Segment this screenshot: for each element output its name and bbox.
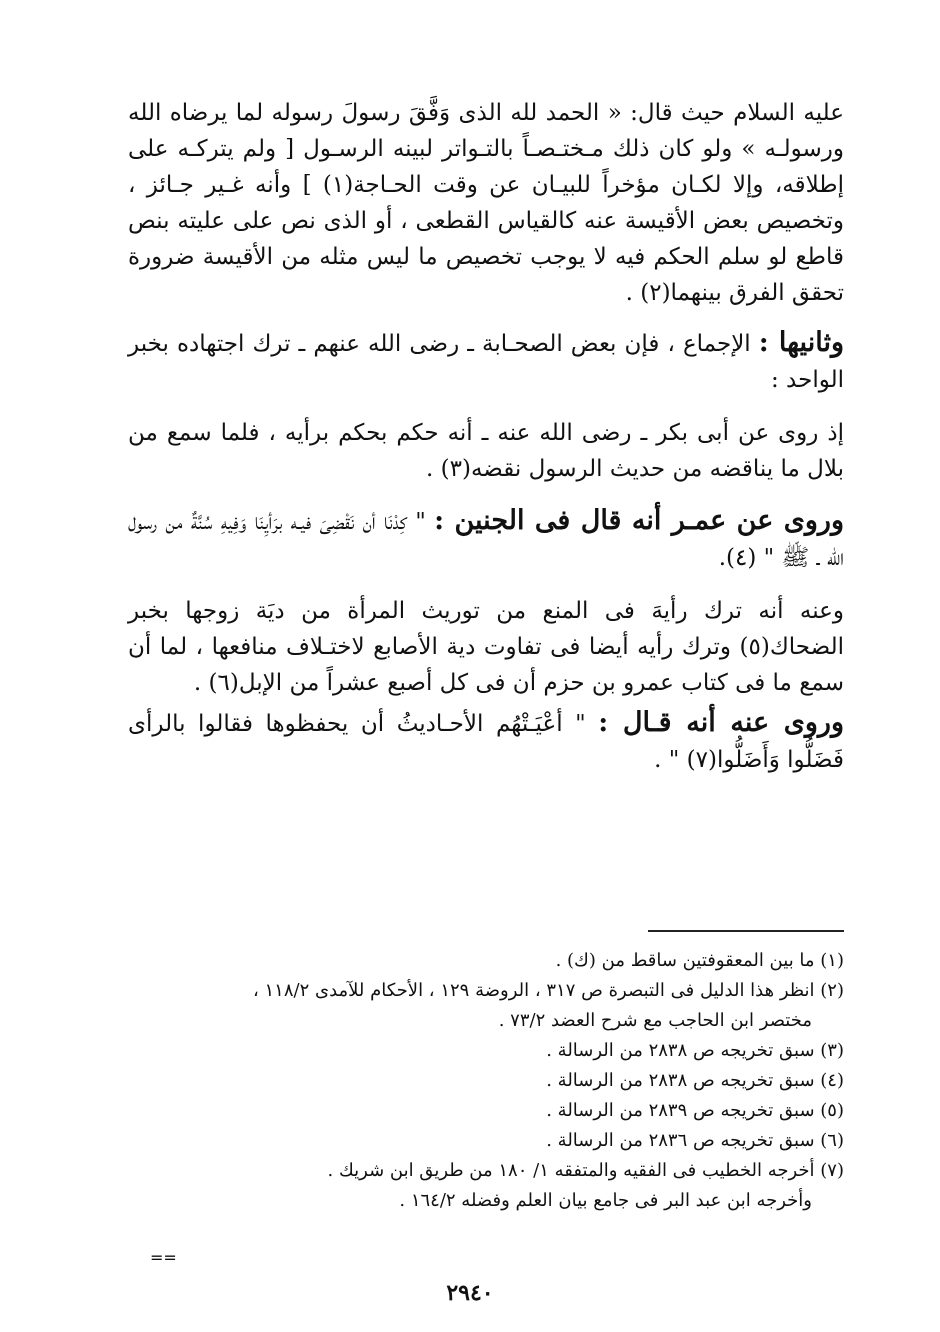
paragraph-lead: وروى عنه أنه قـال : <box>598 707 844 738</box>
footnote-5: (٥) سبق تخريجه ص ٢٨٣٩ من الرسالة . <box>546 1100 844 1121</box>
footnote-6: (٦) سبق تخريجه ص ٢٨٣٦ من الرسالة . <box>546 1130 844 1151</box>
paragraph-text: عليه السلام حيث قال: « الحمد لله الذى وَفَّقَ رسولَ رسوله لما يرضاه الله ورسولـه » ولو كان ذلك مـختـصـاً بالتـواتر لبينه الرسـول [ ولم يتركـه على إطلاقه، وإلا لكـان مؤخراً للبيـان عن وقت الحـاجة(١) ] وأنه غـير جـائز ، وتخصيص بعض الأقيسة عنه كالقياس القطعى ، أو الذى نص على عليته بنص قاطع لو سلم الحكم فيه لا يوجب تخصيص ما ليس مثله من الأقيسة ضرورة تحقق الفرق بينهما(٢) . <box>128 100 844 306</box>
paragraph-3 <box>128 414 844 487</box>
paragraph-text: " أعْيَـتْهُم الأحـاديثُ أن يحفظوها فقالوا بالرأى فَضَلُّوا وَأَضَلُّوا(٧) " . <box>128 711 844 773</box>
page-number: ٢٩٤٠ <box>446 1280 494 1306</box>
paragraph-lead: وثانيها : <box>758 327 844 358</box>
footnote-1: (١) ما بين المعقوفتين ساقط من (ك) . <box>555 950 844 971</box>
footnote-3: (٣) سبق تخريجه ص ٢٨٣٨ من الرسالة . <box>546 1040 844 1061</box>
footnote-2-continuation: مختصر ابن الحاجب مع شرح العضد ٧٣/٢ . <box>498 1010 812 1031</box>
paragraph-text: إذ روى عن أبى بكر ـ رضى الله عنه ـ أنه حكم بحكم برأيه ، فلما سمع من بلال ما يناقضه من حديث الرسول نقضه(٣) . <box>128 420 844 482</box>
paragraph-text: الإجماع ، فإن بعض الصحـابة ـ رضى الله عنهم ـ ترك اجتهاده بخبر الواحد : <box>128 331 844 393</box>
paragraph-text: " كِدْنَا أن نَقْضِىَ فيـه برَأيِنَا وَفِيهِ سُنَّةٌ من رسول الله ـ ﷺ " (٤). <box>128 509 844 571</box>
footnote-separator <box>648 930 844 932</box>
paragraph-2 <box>128 325 844 398</box>
paragraph-lead: وروى عن عمـر أنه قال فى الجنين : <box>434 505 844 536</box>
footnote-2: (٢) انظر هذا الدليل فى التبصرة ص ٣١٧ ، الروضة ١٢٩ ، الأحكام للآمدى ١١٨/٢ ، <box>252 980 844 1001</box>
footnote-4: (٤) سبق تخريجه ص ٢٨٣٨ من الرسالة . <box>546 1070 844 1091</box>
footnotes <box>128 946 844 1216</box>
main-text <box>128 94 844 778</box>
continuation-mark: == <box>150 1248 177 1267</box>
paragraph-4 <box>128 503 844 576</box>
paragraph-6 <box>128 705 844 778</box>
footnote-7-continuation: وأخرجه ابن عبد البر فى جامع بيان العلم وفضله ١٦٤/٢ . <box>399 1190 812 1211</box>
footnote-7: (٧) أخرجه الخطيب فى الفقيه والمتفقه ١/ ١٨٠ من طريق ابن شريك . <box>327 1160 844 1181</box>
paragraph-1 <box>128 94 844 311</box>
paragraph-5 <box>128 592 844 701</box>
paragraph-text: وعنه أنه ترك رأيهَ فى المنع من توريث المرأة من ديَة زوجها بخبر الضحاك(٥) وترك رأيه أيضا فى تفاوت دية الأصابع لاختـلاف منافعها ، لما أن سمع ما فى كتاب عمرو بن حزم أن فى كل أصبع عشراً من الإبل(٦) . <box>128 598 844 696</box>
